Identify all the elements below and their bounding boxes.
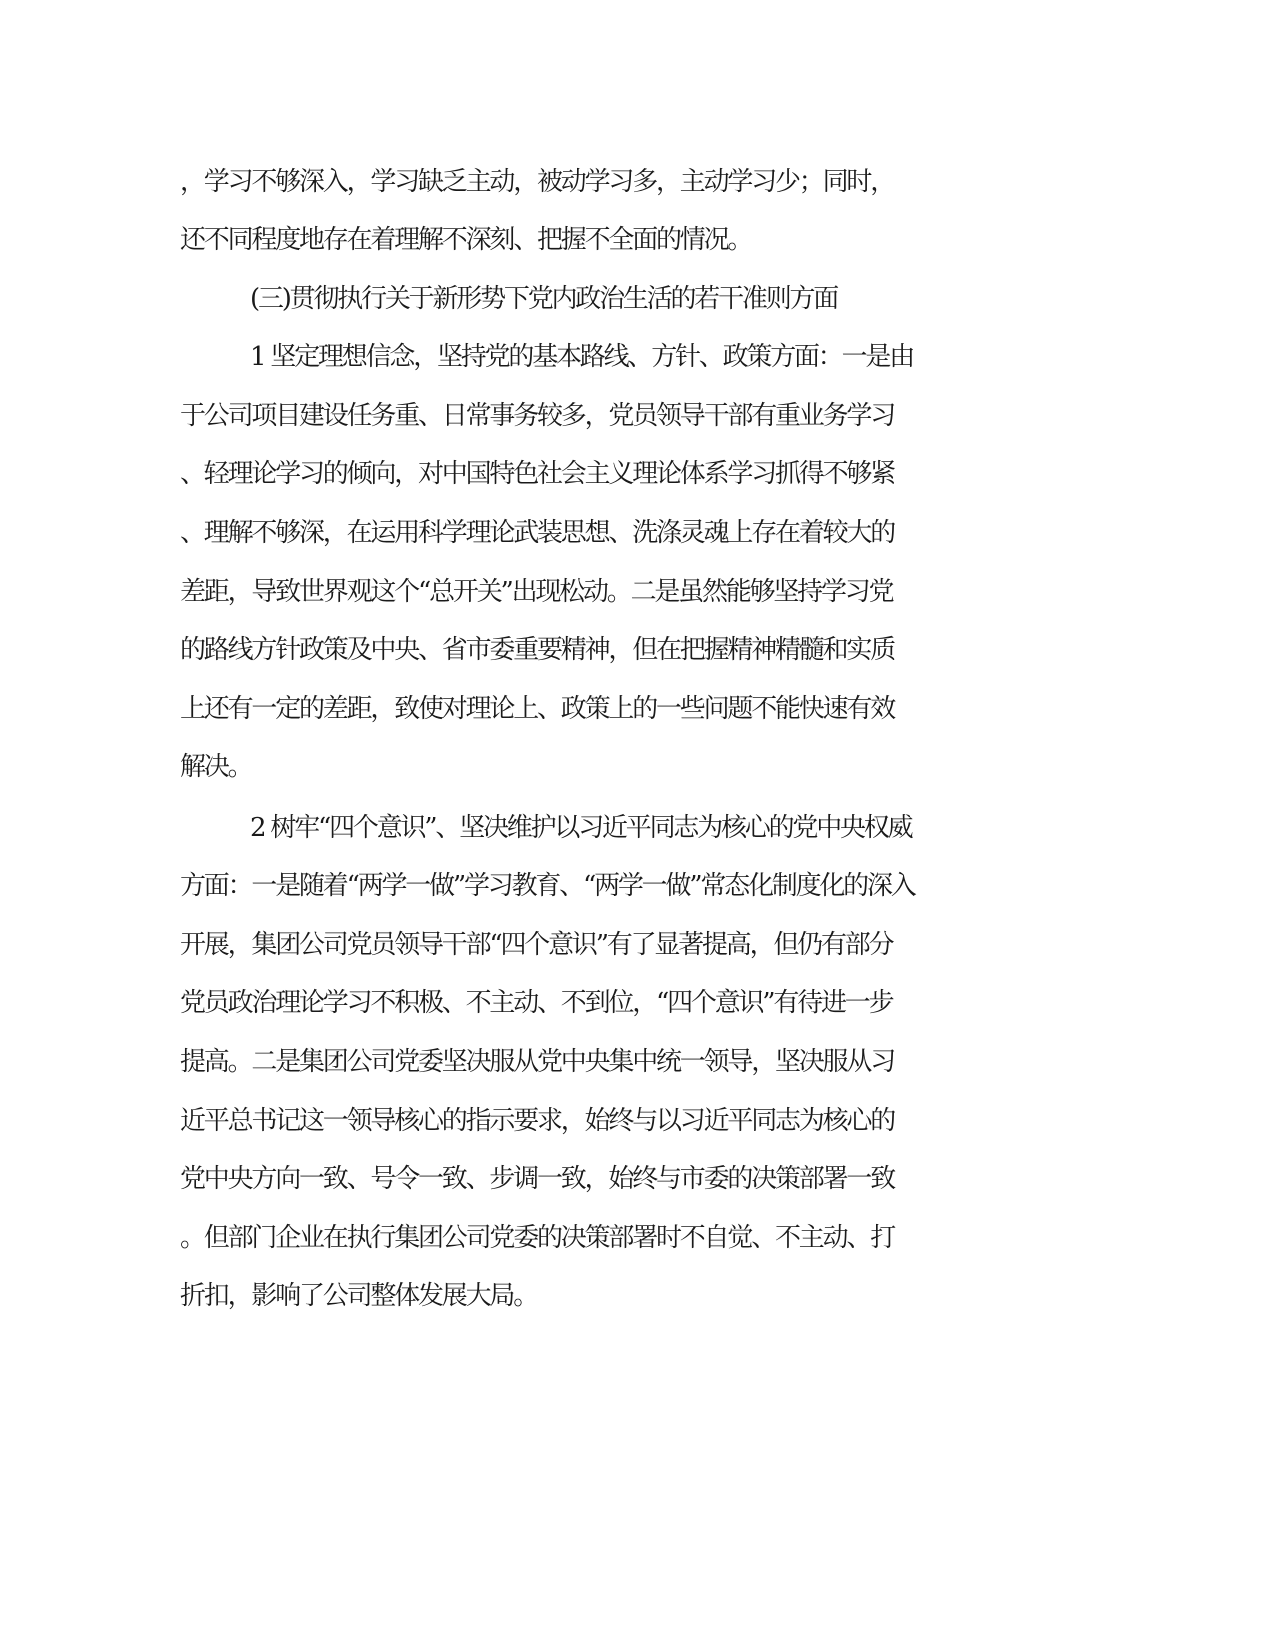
text-line: 近平总书记这一领导核心的指示要求，始终与以习近平同志为核心的 [180,1106,895,1136]
text-line: 党员政治理论学习不积极、不主动、不到位，“四个意识”有待进一步 [180,988,893,1018]
text-line: 、轻理论学习的倾向，对中国特色社会主义理论体系学习抓得不够紧 [180,459,895,489]
text-line: 提高。二是集团公司党委坚决服从党中央集中统一领导，坚决服从习 [180,1047,895,1077]
text-line: 折扣，影响了公司整体发展大局。 [180,1281,538,1311]
text-line: 开展，集团公司党员领导干部“四个意识”有了显著提高，但仍有部分 [180,930,893,960]
section-heading: (三)贯彻执行关于新形势下党内政治生活的若干准则方面 [250,284,838,314]
text-line: 2 树牢“四个意识”、坚决维护以习近平同志为核心的党中央权威 [250,813,912,843]
text-line: 1 坚定理想信念，坚持党的基本路线、方针、政策方面：一是由 [250,342,914,372]
text-line: 、理解不够深，在运用科学理论武装思想、洗涤灵魂上存在着较大的 [180,518,895,548]
text-line: ，学习不够深入，学习缺乏主动，被动学习多，主动学习少；同时， [180,167,895,197]
text-line: 还不同程度地存在着理解不深刻、把握不全面的情况。 [180,225,752,255]
text-line: 的路线方针政策及中央、省市委重要精神，但在把握精神精髓和实质 [180,635,895,665]
text-line: 差距，导致世界观这个“总开关”出现松动。二是虽然能够坚持学习党 [180,577,893,607]
text-line: 上还有一定的差距，致使对理论上、政策上的一些问题不能快速有效 [180,694,895,724]
text-line: 党中央方向一致、号令一致、步调一致，始终与市委的决策部署一致 [180,1164,895,1194]
text-line: 于公司项目建设任务重、日常事务较多，党员领导干部有重业务学习 [180,401,895,431]
text-line: 解决。 [180,752,252,782]
text-line: 方面：一是随着“两学一做”学习教育、“两学一做”常态化制度化的深入 [180,871,915,901]
text-line: 。但部门企业在执行集团公司党委的决策部署时不自觉、不主动、打 [180,1223,895,1253]
